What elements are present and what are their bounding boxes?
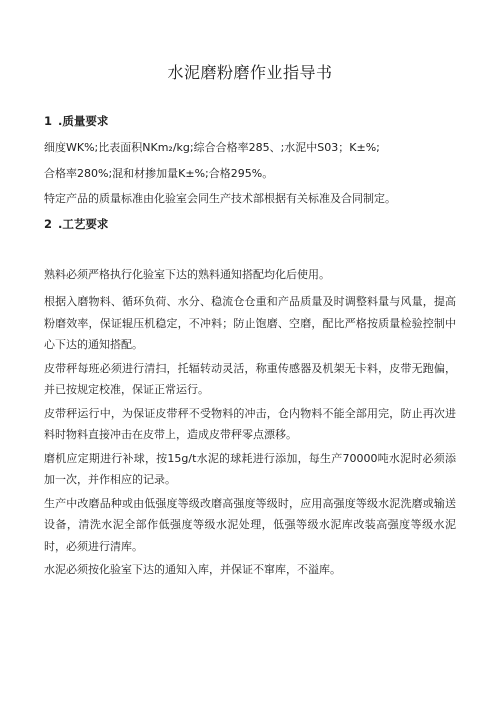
- document-title: 水泥磨粉磨作业指导书: [167, 63, 333, 82]
- paragraph-belt-scale-cleaning: 皮带秤每班必须进行清扫，托辐转动灵活，称重传感器及机架无卡料，皮带无跑偏，并已按规定校准，保证正常运行。: [44, 361, 456, 396]
- paragraph-special-standard: 特定产品的质量标准由化验室会同生产技术部根据有关标准及合同制定。: [44, 192, 396, 205]
- paragraph-ball-refill: 磨机应定期进行补球，按15g/t水泥的球耗进行添加，每生产70000吨水泥时必须添加一次，并作相应的记录。: [44, 451, 456, 486]
- section-title: .工艺要求: [58, 216, 109, 231]
- paragraph-pass-rate: 合格率280%;混和材掺加量K±%;合格295%。: [44, 166, 274, 180]
- section-heading-quality: [44, 113, 456, 129]
- paragraph-fineness: 细度WK%;比表面积NKm₂/kg;综合合格率285、;水泥中S03；K±%;: [44, 141, 380, 154]
- paragraph-adjustment: 根据入磨物料、循环负荷、水分、稳流仓仓重和产品质量及时调整料量与风量，提高粉磨效率，保证辊压机稳定，不冲料；防止饱磨、空磨，配比严格按质量检验控制中心下达的通知搭配。: [44, 295, 456, 351]
- paragraph-storage: 水泥必须按化验室下达的通知入库，并保证不窜库，不溢库。: [44, 563, 341, 576]
- section-number: 1: [44, 114, 53, 128]
- section-title: .质量要求: [58, 114, 109, 128]
- paragraph-clinker: 熟料必须严格执行化验室下达的熟料通知搭配均化后使用。: [44, 267, 330, 281]
- paragraph-grade-change: 生产中改磨品种或由低强度等级改磨高强度等级时，应用高强度等级水泥洗磨或输送设备，清洗水泥全部作低强度等级水泥处理，低强等级水泥库改装高强度等级水泥时，必须进行清库。: [44, 496, 456, 553]
- section-heading-process: [44, 216, 456, 232]
- paragraph-belt-scale-operation: 皮带秤运行中，为保证皮带秤不受物料的冲击，仓内物料不能全部用完，防止再次进料时物料直接冲击在皮带上，造成皮带秤零点漂移。: [44, 406, 456, 441]
- section-number: 2: [44, 216, 53, 231]
